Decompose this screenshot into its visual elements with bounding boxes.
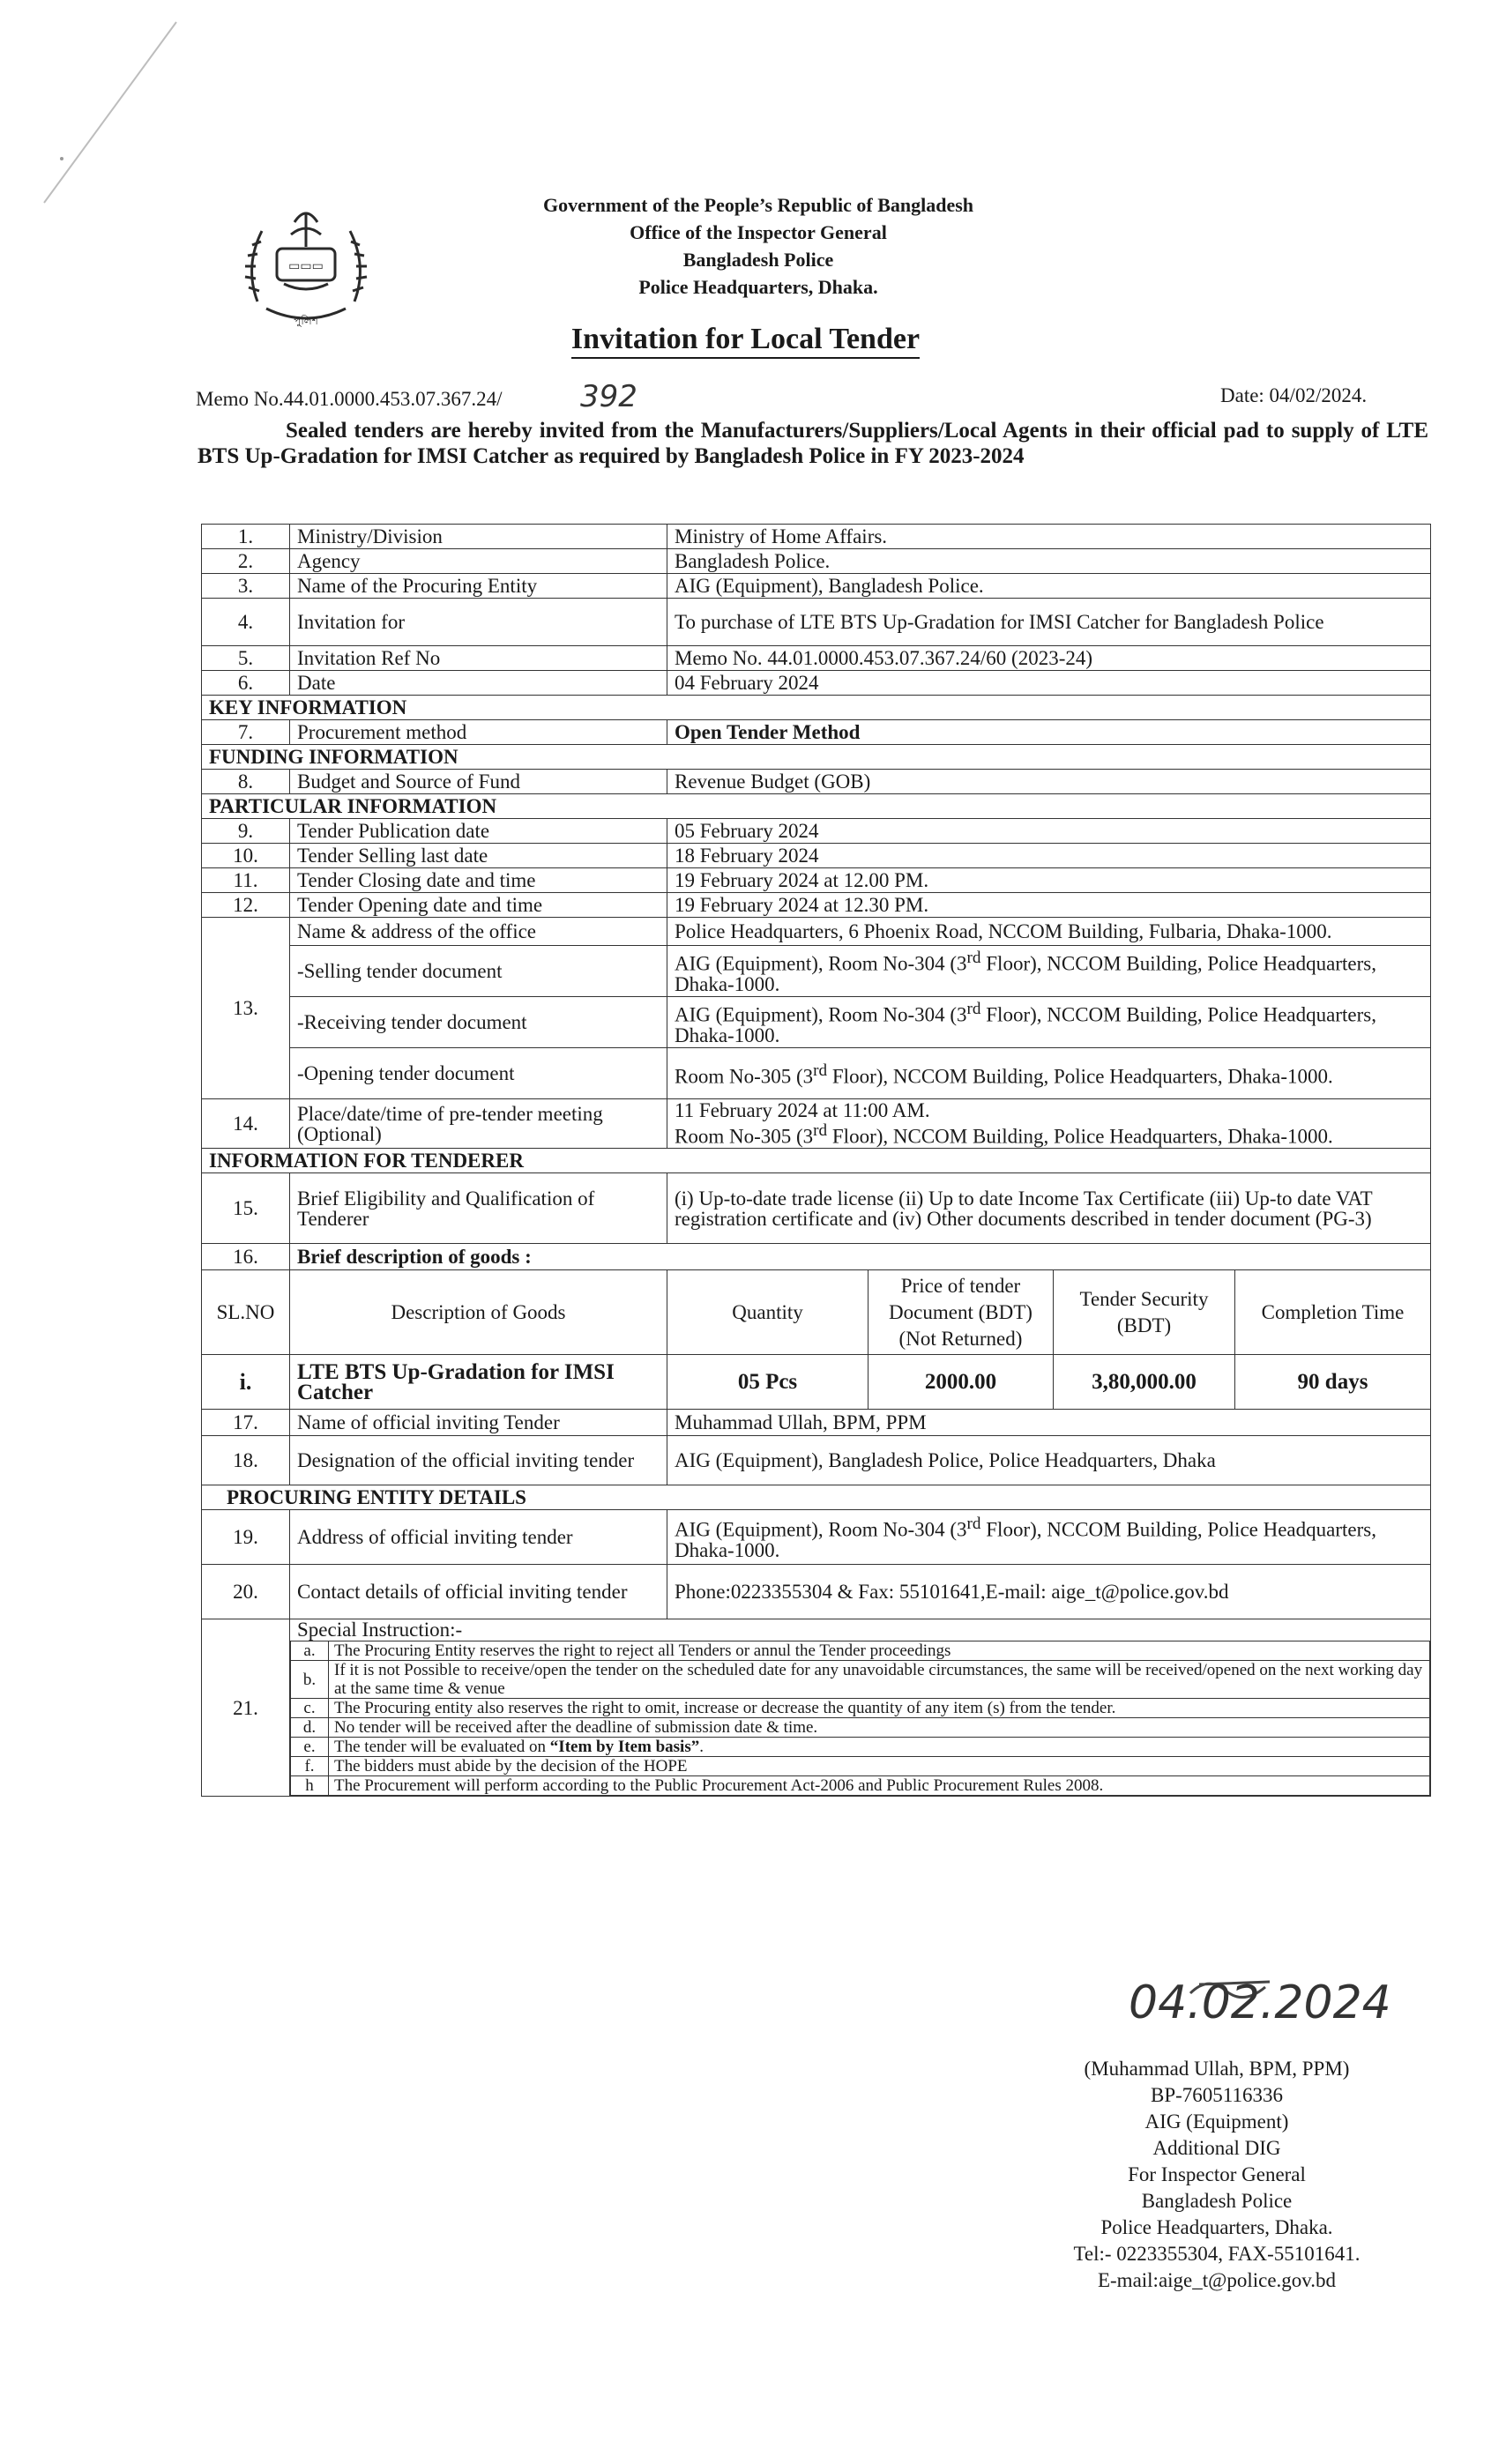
memo-number: Memo No.44.01.0000.453.07.367.24/ — [196, 388, 503, 410]
row-16: 16. Brief description of goods : — [202, 1244, 1431, 1270]
row-20: 20. Contact details of official inviting tender Phone:0223355304 & Fax: 55101641,E-mail: aige_t@police.gov.bd — [202, 1565, 1431, 1619]
row-18: 18. Designation of the official inviting tender AIG (Equipment), Bangladesh Police, Police Headquarters, Dhaka — [202, 1436, 1431, 1485]
instruction-h: h The Procurement will perform according to the Public Procurement Act-2006 and Public Procurement Rules 2008. — [291, 1776, 1430, 1796]
row-5: 5. Invitation Ref No Memo No. 44.01.0000.453.07.367.24/60 (2023-24) — [202, 646, 1431, 671]
instruction-b: b. If it is not Possible to receive/open the tender on the scheduled date for any unavoidable circumstances, the same will be received/opened on the next working day at the same time & venue — [291, 1661, 1430, 1699]
row-13b: -Selling tender document AIG (Equipment), Room No-304 (3rd Floor), NCCOM Building, Police Headquarters, Dhaka-1000. — [202, 946, 1431, 997]
goods-item-row: i. LTE BTS Up-Gradation for IMSI Catcher 05 Pcs 2000.00 3,80,000.00 90 days — [202, 1355, 1431, 1410]
instruction-c: c. The Procuring entity also reserves the right to omit, increase or decrease the quantity of any item (s) from the tender. — [291, 1699, 1430, 1718]
scan-mark — [26, 18, 185, 212]
signatory-for: For Inspector General — [1128, 2163, 1306, 2185]
row-10: 10. Tender Selling last date 18 February 2024 — [202, 844, 1431, 868]
row-12: 12. Tender Opening date and time 19 February 2024 at 12.30 PM. — [202, 893, 1431, 918]
signatory-email: E-mail:aige_t@police.gov.bd — [1097, 2269, 1337, 2291]
header-line-1: Government of the People’s Republic of Bangladesh — [542, 194, 974, 216]
row-4: 4. Invitation for To purchase of LTE BTS Up-Gradation for IMSI Catcher for Bangladesh Police — [202, 599, 1431, 646]
signatory-additional: Additional DIG — [1152, 2137, 1281, 2159]
row-15: 15. Brief Eligibility and Qualification of Tenderer (i) Up-to-date trade license (ii) Up to date Income Tax Certificate (iii) Up-to date VAT registration certificate and (iv) Other documents described in tender document (PG-3) — [202, 1173, 1431, 1244]
instruction-d: d. No tender will be received after the deadline of submission date & time. — [291, 1718, 1430, 1738]
section-procuring-entity-details: PROCURING ENTITY DETAILS — [202, 1485, 1431, 1510]
instruction-f: f. The bidders must abide by the decision of the HOPE — [291, 1757, 1430, 1776]
section-particular-information: PARTICULAR INFORMATION — [202, 794, 1431, 819]
section-funding-information: FUNDING INFORMATION — [202, 745, 1431, 770]
special-instructions-list — [290, 1641, 1430, 1796]
row-3: 3. Name of the Procuring Entity AIG (Equipment), Bangladesh Police. — [202, 574, 1431, 599]
row-6: 6. Date 04 February 2024 — [202, 671, 1431, 696]
instruction-a: a. The Procuring Entity reserves the right to reject all Tenders or annul the Tender proceedings — [291, 1641, 1430, 1661]
svg-text:▭▭▭: ▭▭▭ — [288, 259, 324, 273]
tender-info-table — [201, 524, 1431, 1797]
goods-header-row: SL.NO Description of Goods Quantity Price of tender Document (BDT) (Not Returned) Tender Security (BDT) Completion Time — [202, 1270, 1431, 1355]
signatory-bp: BP-7605116336 — [1151, 2084, 1283, 2106]
page-title: Invitation for Local Tender — [0, 323, 1491, 356]
header-line-2: Office of the Inspector General — [630, 221, 887, 243]
signatory-hq: Police Headquarters, Dhaka. — [1100, 2216, 1333, 2238]
section-key-information: KEY INFORMATION — [202, 696, 1431, 720]
row-7: 7. Procurement method Open Tender Method — [202, 720, 1431, 745]
row-2: 2. Agency Bangladesh Police. — [202, 549, 1431, 574]
row-17: 17. Name of official inviting Tender Muhammad Ullah, BPM, PPM — [202, 1410, 1431, 1436]
signatory-tel: Tel:- 0223355304, FAX-55101641. — [1073, 2243, 1361, 2265]
header-line-3: Bangladesh Police — [682, 249, 834, 271]
intro-paragraph: Sealed tenders are hereby invited from the Manufacturers/Suppliers/Local Agents in their official pad to supply of LTE BTS Up-Gradation for IMSI Catcher as required by Bangladesh Police in FY 2023-2024 — [198, 419, 1428, 468]
row-13d: -Opening tender document Room No-305 (3rd Floor), NCCOM Building, Police Headquarters, Dhaka-1000. — [202, 1048, 1431, 1099]
section-information-for-tenderer: INFORMATION FOR TENDERER — [202, 1149, 1431, 1173]
instruction-e: e. The tender will be evaluated on “Item by Item basis”. — [291, 1738, 1430, 1757]
row-11: 11. Tender Closing date and time 19 February 2024 at 12.00 PM. — [202, 868, 1431, 893]
police-emblem-icon — [240, 196, 372, 332]
signature-handwritten-date: 04.02.2024 — [1129, 1976, 1391, 2029]
signatory-org: Bangladesh Police — [1141, 2190, 1293, 2212]
row-19: 19. Address of official inviting tender AIG (Equipment), Room No-304 (3rd Floor), NCCOM Building, Police Headquarters, Dhaka-1000. — [202, 1510, 1431, 1565]
memo-date: Date: 04/02/2024. — [1220, 384, 1368, 406]
signatory-designation: AIG (Equipment) — [1144, 2110, 1289, 2133]
row-21: 21. Special Instruction:- a. The Procuring Entity reserves the right to reject all Tenders or annul the Tender proceedings b. If it is not Possible to receive/open the tender on the scheduled date for any unavoidable circumstances, the same will be received/opened on the next working day at the same time & venue c. The Procuring entity also reserves the right to omit, increase or decrease the quantity of any item (s) from the tender. d. No tender will be received after the deadline of submission date & time. e. The tender will be evaluated on “Item by Item basis”. f. The bidders must abide by the decision of the HOPE h The Procurement will perform according to the Public Procurement Act-2006 and Public Procurement Rules 2008. — [202, 1619, 1431, 1797]
signatory-name: (Muhammad Ullah, BPM, PPM) — [1084, 2058, 1350, 2080]
row-1: 1. Ministry/Division Ministry of Home Affairs. — [202, 525, 1431, 549]
row-8: 8. Budget and Source of Fund Revenue Budget (GOB) — [202, 770, 1431, 794]
row-13c: -Receiving tender document AIG (Equipment), Room No-304 (3rd Floor), NCCOM Building, Police Headquarters, Dhaka-1000. — [202, 997, 1431, 1048]
row-13a: 13. Name & address of the office Police Headquarters, 6 Phoenix Road, NCCOM Building, Fulbaria, Dhaka-1000. — [202, 918, 1431, 946]
row-9: 9. Tender Publication date 05 February 2024 — [202, 819, 1431, 844]
memo-handwritten-number: 392 — [580, 379, 637, 414]
row-14: 14. Place/date/time of pre-tender meeting (Optional) 11 February 2024 at 11:00 AM. Room No-305 (3rd Floor), NCCOM Building, Police Headquarters, Dhaka-1000. — [202, 1099, 1431, 1149]
svg-text:পুলিশ: পুলিশ — [294, 315, 318, 327]
header-line-4: Police Headquarters, Dhaka. — [638, 276, 878, 298]
